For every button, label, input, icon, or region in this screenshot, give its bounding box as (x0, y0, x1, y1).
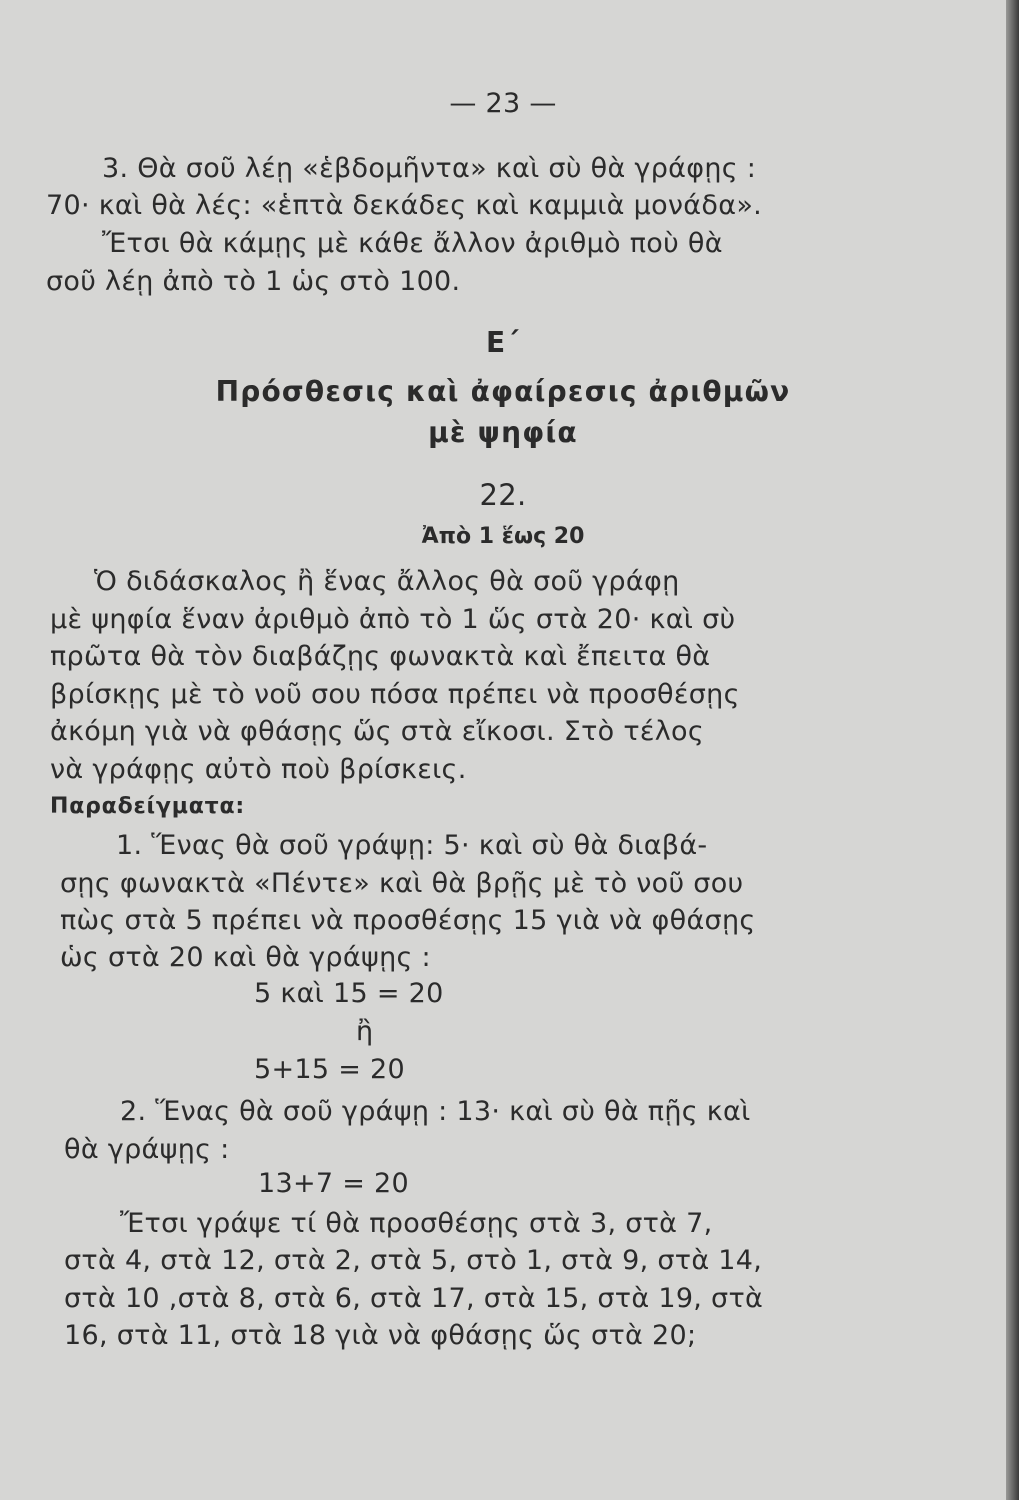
equation-or: ἢ (356, 1016, 374, 1047)
exercise-line-4: 16, στὰ 11, στὰ 18 γιὰ νὰ φθάσῃς ὥς στὰ 20; (64, 1320, 697, 1351)
top-line-2: 70· καὶ θὰ λές: «ἑπτὰ δεκάδες καὶ καμμιὰ μονάδα». (46, 190, 763, 221)
top-line-3: Ἔτσι θὰ κάμῃς μὲ κάθε ἄλλον ἀριθμὸ ποὺ θὰ (102, 228, 723, 259)
top-line-4: σοῦ λέῃ ἀπὸ τὸ 1 ὡς στὸ 100. (46, 266, 461, 297)
equation-3: 13+7 = 20 (258, 1168, 410, 1199)
examples-heading: Παραδείγματα: (50, 794, 245, 819)
paragraph-line-4: βρίσκῃς μὲ τὸ νοῦ σου πόσα πρέπει νὰ προσθέσῃς (50, 679, 740, 710)
equation-1: 5 καὶ 15 = 20 (254, 978, 444, 1009)
section-title-line2: μὲ ψηφία (428, 416, 578, 449)
paragraph-line-5: ἀκόμη γιὰ νὰ φθάσῃς ὥς στὰ εἴκοσι. Στὸ τέλος (50, 716, 705, 747)
lesson-number: 22. (479, 478, 527, 512)
page-number: — 23 — (449, 88, 557, 119)
exercise-line-2: στὰ 4, στὰ 12, στὰ 2, στὰ 5, στὸ 1, στὰ 9, στὰ 14, (64, 1245, 763, 1276)
example1-line-2: σῃς φωνακτὰ «Πέντε» καὶ θὰ βρῇς μὲ τὸ νοῦ σου (60, 868, 744, 899)
lesson-subtitle: Ἀπὸ 1 ἕως 20 (421, 524, 585, 549)
example2-line-1: 2. Ἕνας θὰ σοῦ γράψῃ : 13· καὶ σὺ θὰ πῇς καὶ (120, 1096, 751, 1127)
section-letter: Ε΄ (486, 326, 520, 359)
example1-line-1: 1. Ἕνας θὰ σοῦ γράψῃ: 5· καὶ σὺ θὰ διαβά- (116, 830, 708, 861)
exercise-line-1: Ἔτσι γράψε τί θὰ προσθέσῃς στὰ 3, στὰ 7, (120, 1208, 713, 1239)
paragraph-line-2: μὲ ψηφία ἕναν ἀριθμὸ ἀπὸ τὸ 1 ὥς στὰ 20· καὶ σὺ (50, 604, 736, 635)
paragraph-line-6: νὰ γράφῃς αὐτὸ ποὺ βρίσκεις. (50, 754, 467, 785)
paragraph-line-1: Ὁ διδάσκαλος ἢ ἕνας ἄλλος θὰ σοῦ γράφῃ (94, 566, 680, 597)
example1-line-4: ὡς στὰ 20 καὶ θὰ γράψῃς : (60, 942, 431, 973)
example1-line-3: πὼς στὰ 5 πρέπει νὰ προσθέσῃς 15 γιὰ νὰ φθάσῃς (60, 905, 756, 936)
top-line-1: 3. Θὰ σοῦ λέῃ «ἑβδομῆντα» καὶ σὺ θὰ γράφῃς : (102, 153, 757, 184)
paragraph-line-3: πρῶτα θὰ τὸν διαβάζῃς φωνακτὰ καὶ ἔπειτα θὰ (50, 641, 711, 672)
equation-2: 5+15 = 20 (254, 1054, 406, 1085)
exercise-line-3: στὰ 10 ,στὰ 8, στὰ 6, στὰ 17, στὰ 15, στὰ 19, στὰ (64, 1283, 764, 1314)
page-edge-shadow (1006, 0, 1019, 1500)
example2-line-2: θὰ γράψῃς : (64, 1134, 230, 1165)
section-title-line1: Πρόσθεσις καὶ ἀφαίρεσις ἀριθμῶν (215, 375, 791, 408)
